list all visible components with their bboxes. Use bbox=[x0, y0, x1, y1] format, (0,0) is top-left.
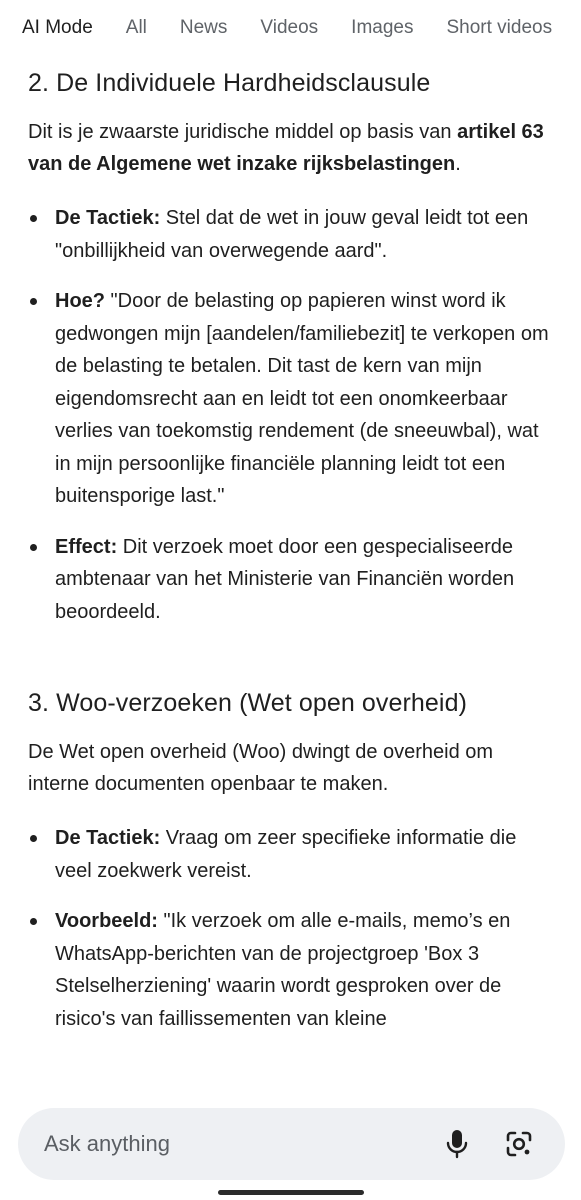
bullet-label: Voorbeeld: bbox=[55, 910, 158, 932]
list-item bbox=[28, 822, 553, 887]
bullet-label: Effect: bbox=[55, 535, 118, 558]
tab-ai-mode[interactable]: AI Mode bbox=[22, 17, 93, 38]
bullet-label: De Tactiek: bbox=[55, 827, 161, 849]
tab-short-videos[interactable]: Short videos bbox=[446, 17, 553, 38]
bullet-text: Stel dat de wet in jouw geval leidt tot een "onbillijkheid van overwegende aard". bbox=[55, 207, 529, 262]
content-fade-overlay bbox=[0, 1040, 581, 1100]
bullet-text: Vraag om zeer specifieke informatie die veel zoekwerk vereist. bbox=[55, 827, 517, 882]
bullet-text: "Door de belasting op papieren winst word ik gedwongen mijn [aandelen/familiebezit] te verkopen om de belasting te betalen. Dit tast de kern van mijn eigendomsrecht aan en leidt tot een onomkeerbaar verlies van toekomstig rendement (de sneeuwbal), wat in mijn persoonlijke financiële planning leidt tot een buitensporige last." bbox=[55, 290, 549, 507]
bullet-dot bbox=[30, 215, 37, 222]
bullet-dot bbox=[30, 918, 37, 925]
section-intro-hardheidsclausule: Dit is je zwaarste juridische middel op basis van artikel 63 van de Algemene wet inzake rijksbelastingen. bbox=[28, 121, 544, 175]
bullet-label: Hoe? bbox=[55, 290, 105, 312]
bullet-dot bbox=[30, 298, 37, 305]
list-item bbox=[28, 905, 553, 1035]
mic-icon[interactable] bbox=[437, 1124, 477, 1164]
bullet-label: De Tactiek: bbox=[55, 207, 161, 229]
home-gesture-bar[interactable] bbox=[218, 1190, 364, 1195]
search-input[interactable]: Ask anything bbox=[44, 1131, 170, 1156]
bold-text-artikel-63: artikel 63 van de Algemene wet inzake rijksbelastingen bbox=[28, 121, 544, 175]
section-heading-hardheidsclausule: 2. De Individuele Hardheidsclausule bbox=[28, 69, 431, 97]
tab-news[interactable]: News bbox=[179, 17, 228, 38]
bullet-text: Dit verzoek moet door een gespecialiseerde ambtenaar van het Ministerie van Financiën worden beoordeeld. bbox=[55, 535, 515, 623]
list-item bbox=[28, 202, 553, 267]
bullet-text: "Ik verzoek om alle e-mails, memo’s en WhatsApp-berichten van de projectgroep 'Box 3 Stelselherziening' waarin wordt gesproken over de risico's van faillissementen van kleine bbox=[55, 910, 511, 1030]
camera-lens-icon[interactable] bbox=[499, 1124, 539, 1164]
section-heading-woo-verzoeken: 3. Woo-verzoeken (Wet open overheid) bbox=[28, 689, 468, 717]
tab-images[interactable]: Images bbox=[351, 17, 414, 38]
bullet-dot bbox=[30, 544, 37, 551]
tab-videos[interactable]: Videos bbox=[260, 17, 319, 38]
section-intro-woo: De Wet open overheid (Woo) dwingt de overheid om interne documenten openbaar te maken. bbox=[28, 741, 494, 795]
ai-answer-content[interactable] bbox=[0, 56, 581, 1096]
bullet-dot bbox=[30, 835, 37, 842]
bullet-list-hardheidsclausule bbox=[28, 202, 553, 628]
list-item bbox=[28, 531, 553, 629]
tab-all[interactable]: All bbox=[125, 17, 147, 38]
ask-anything-bar[interactable] bbox=[18, 1108, 565, 1180]
list-item bbox=[28, 285, 553, 513]
search-mode-tabs bbox=[0, 0, 581, 56]
bullet-list-woo bbox=[28, 822, 553, 1035]
